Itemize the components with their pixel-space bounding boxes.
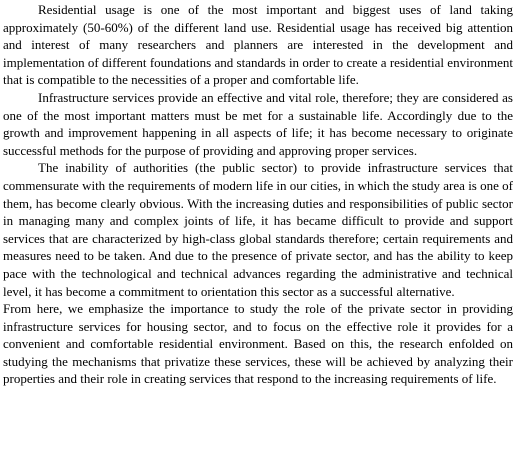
paragraph-public-sector-inability: The inability of authorities (the public sector) to provide infrastructure services that commensurate with the requirements of modern life in our cities, in which the study area is one of them, has become clearly obvious. With the increasing duties and responsibilities of public sector in managing many and complex joints of life, it has became difficult to provide and support services that are characterized by high-class global standards therefore; certain requirements and measures need to be taken. And due to the presence of private sector, and has the ability to keep pace with the technological and technical advances regarding the administrative and technical level, it has become a commitment to orientation this sector as a successful alternative. xyxy=(3,160,513,299)
paragraph-residential-usage: Residential usage is one of the most important and biggest uses of land taking approximately (50-60%) of the different land use. Residential usage has received big attention and interest of many researchers and planners are interested in the development and implementation of different foundations and standards in order to create a residential environment that is compatible to the necessities of a proper and comfortable life. xyxy=(3,2,513,88)
document-body xyxy=(3,1,513,388)
paragraph-private-sector-role: From here, we emphasize the importance to study the role of the private sector in providing infrastructure services for housing sector, and to focus on the effective role it provides for a convenient and comfortable residential environment. Based on this, the research enfolded on studying the mechanisms that privatize these services, these will be achieved by analyzing their properties and their role in creating services that respond to the increasing requirements of life. xyxy=(3,301,513,387)
paragraph-infrastructure-services: Infrastructure services provide an effective and vital role, therefore; they are considered as one of the most important matters must be met for a sustainable life. Accordingly due to the growth and improvement happening in all aspects of life; it has become necessary to originate successful methods for the purpose of providing and approving proper services. xyxy=(3,89,513,158)
